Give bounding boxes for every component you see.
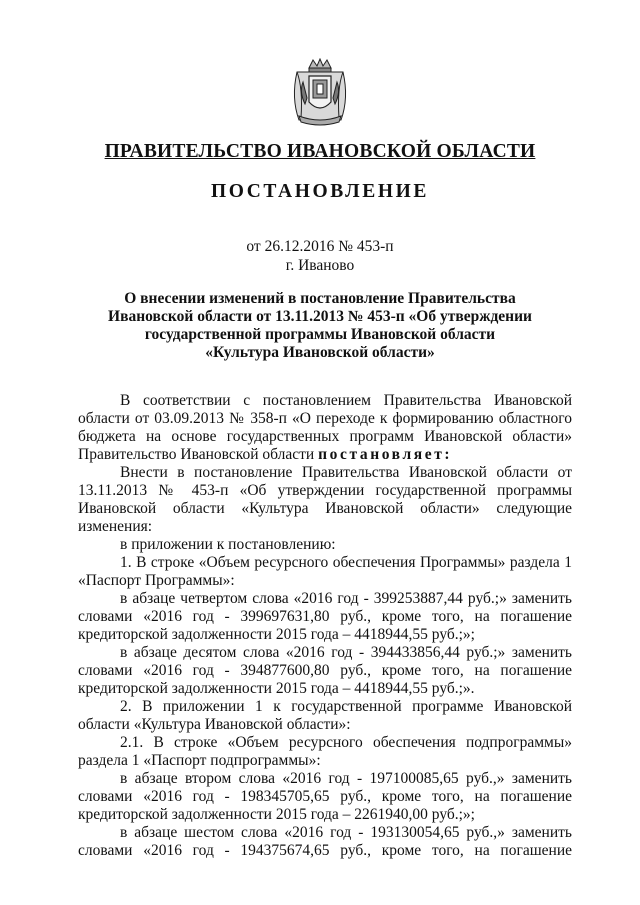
body-line: 13.11.2013 № 453-п «Об утверждении государственной программы bbox=[78, 482, 572, 499]
subject-line: «Культура Ивановской области» bbox=[205, 344, 435, 361]
document-subject bbox=[96, 290, 544, 362]
body-line: в абзаце четвертом слова «2016 год - 399253887,44 руб.;» заменить bbox=[120, 590, 572, 607]
document-date-number: от 26.12.2016 № 453-п bbox=[246, 238, 394, 255]
document-body bbox=[78, 392, 572, 860]
body-line: области «Культура Ивановской области»: bbox=[78, 716, 351, 733]
body-line bbox=[78, 446, 572, 464]
body-line: кредиторской задолженности 2015 года – 4418944,55 руб.;»; bbox=[78, 626, 475, 643]
subject-line: государственной программы Ивановской области bbox=[144, 326, 496, 343]
body-line: словами «2016 год - 394877600,80 руб., кроме того, на погашение bbox=[78, 662, 572, 679]
body-line: бюджета на основе государственных программ Ивановской области» bbox=[78, 428, 572, 445]
body-line: Ивановской области «Культура Ивановской области» следующие bbox=[78, 500, 572, 517]
body-line: словами «2016 год - 198345705,65 руб., кроме того, на погашение bbox=[78, 788, 572, 805]
body-line: 2. В приложении 1 к государственной программе Ивановской bbox=[120, 698, 572, 715]
coat-of-arms-icon bbox=[289, 58, 351, 126]
body-line: в абзаце втором слова «2016 год - 197100085,65 руб.,» заменить bbox=[120, 770, 572, 787]
body-line: словами «2016 год - 399697631,80 руб., кроме того, на погашение bbox=[78, 608, 572, 625]
body-line: 2.1. В строке «Объем ресурсного обеспечения подпрограммы» bbox=[120, 734, 572, 751]
document-city: г. Иваново bbox=[285, 257, 355, 274]
document-type: ПОСТАНОВЛЕНИЕ bbox=[210, 181, 430, 202]
subject-line: О внесении изменений в постановление Правительства bbox=[124, 290, 516, 307]
government-title: ПРАВИТЕЛЬСТВО ИВАНОВСКОЙ ОБЛАСТИ bbox=[104, 141, 536, 162]
body-line: 1. В строке «Объем ресурсного обеспечения Программы» раздела 1 bbox=[120, 554, 572, 571]
body-line: кредиторской задолженности 2015 года – 2261940,00 руб.;»; bbox=[78, 806, 475, 823]
body-text: Правительство Ивановской области bbox=[78, 446, 319, 463]
body-line: В соответствии с постановлением Правительства Ивановской bbox=[120, 392, 572, 409]
body-line: в абзаце десятом слова «2016 год - 394433856,44 руб.;» заменить bbox=[120, 644, 572, 661]
body-line: раздела 1 «Паспорт подпрограммы»: bbox=[78, 752, 321, 769]
body-line: «Паспорт Программы»: bbox=[78, 572, 235, 589]
body-line: изменения: bbox=[78, 518, 153, 535]
body-line: в приложении к постановлению: bbox=[120, 536, 336, 553]
body-line: кредиторской задолженности 2015 года – 4418944,55 руб.;». bbox=[78, 680, 475, 697]
body-line: в абзаце шестом слова «2016 год - 193130054,65 руб.,» заменить bbox=[120, 824, 572, 841]
body-line: словами «2016 год - 194375674,65 руб., кроме того, на погашение bbox=[78, 842, 572, 859]
body-line: Внести в постановление Правительства Ивановской области от bbox=[120, 464, 572, 481]
body-line: области от 03.09.2013 № 358-п «О переходе к формированию областного bbox=[78, 410, 572, 427]
resolves-word: постановляет: bbox=[318, 446, 453, 463]
subject-line: Ивановской области от 13.11.2013 № 453-п «Об утверждении bbox=[108, 308, 532, 325]
